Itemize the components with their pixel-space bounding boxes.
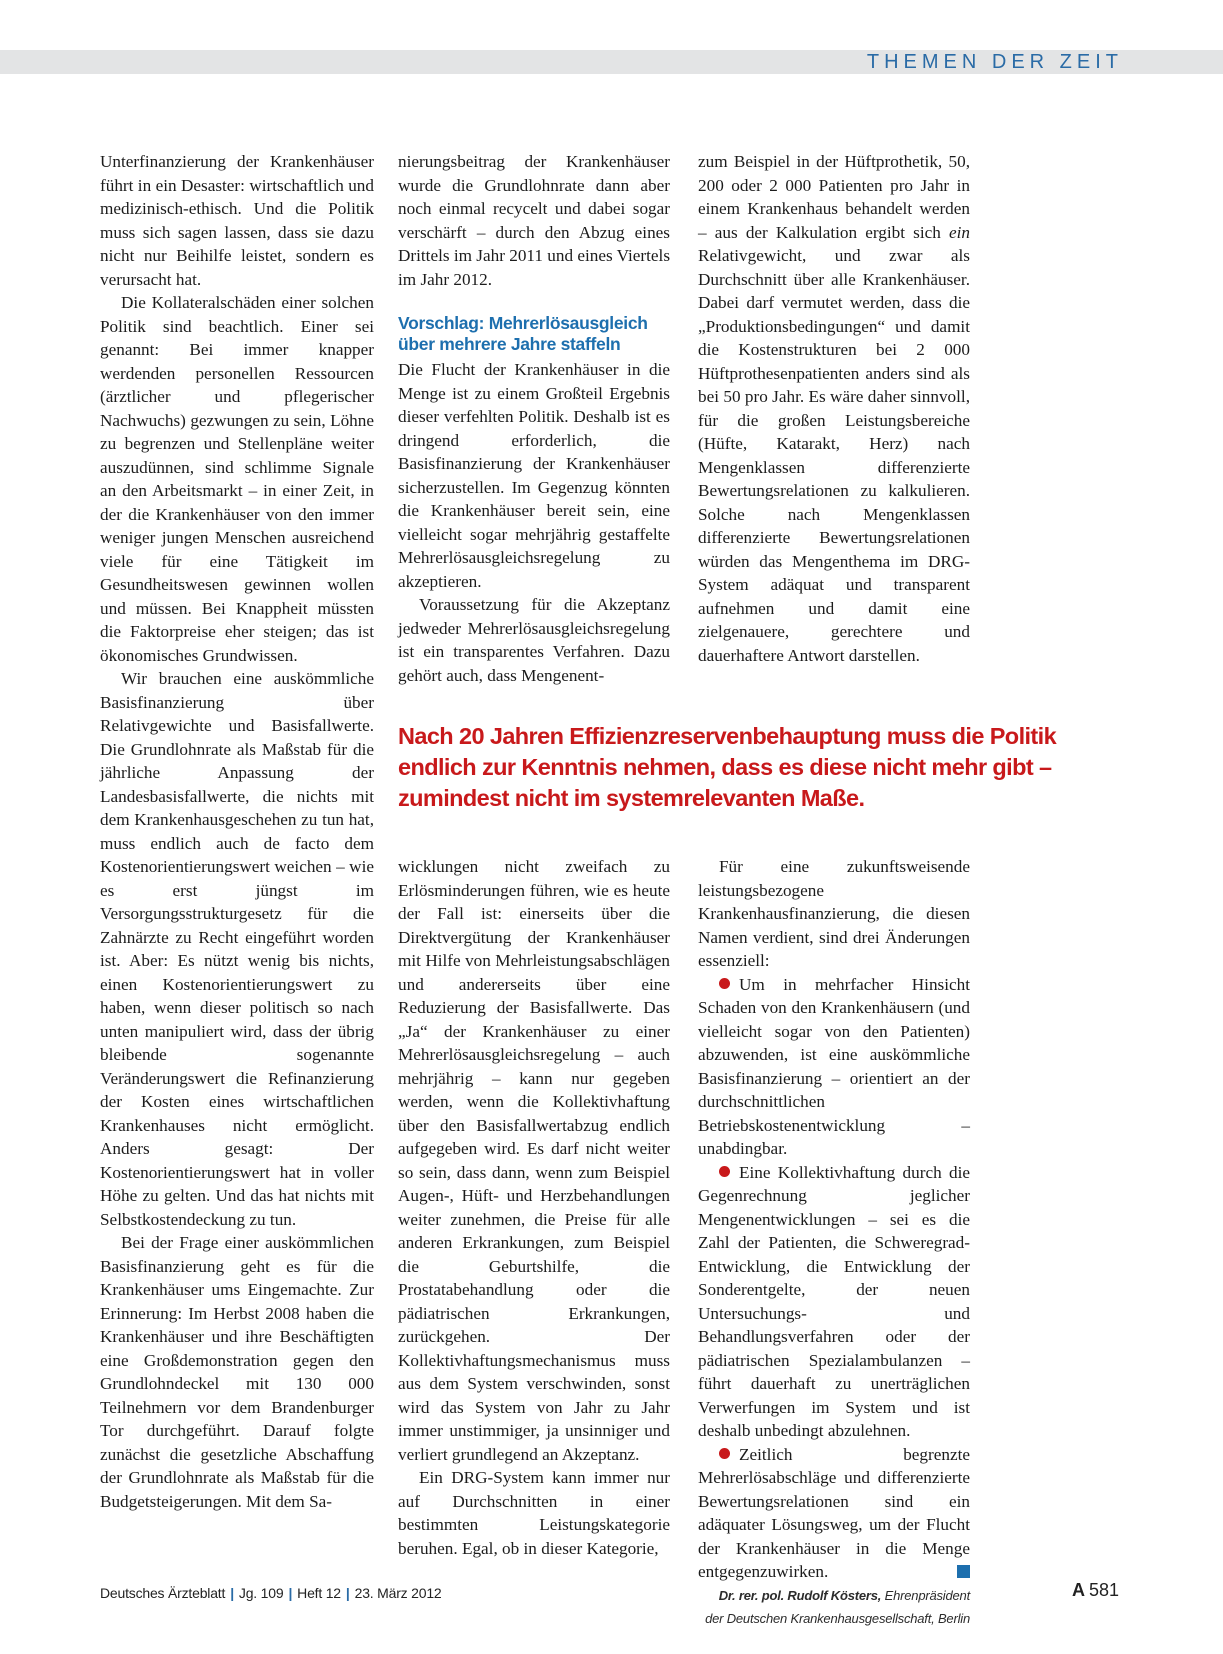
bullet-text: Um in mehrfacher Hinsicht Schaden von den Krankenhäusern (und vielleicht sogar von den Patienten) abzuwenden, ist eine auskömmliche Basisfinanzierung – orientiert an der durchschnittlichen Betriebskostenentwicklung – unabdingbar. <box>698 974 970 1158</box>
subheading: Vorschlag: Mehrerlösausgleich über mehrere Jahre staffeln <box>398 313 648 354</box>
bullet-item <box>698 973 970 1161</box>
bullet-text: Eine Kollektivhaftung durch die Gegenrechnung jeglicher Mengenentwicklungen – sei es die Zahl der Patienten, die Schweregrad-Entwicklung, die Entwicklung der Sonderentgelte, der neuen Untersuchungs- und Behandlungsverfahren oder der pädiatrischen Spezialambulanzen – führt dauerhaft zu unerträglichen Verwerfungen im System und ist deshalb unbedingt abzulehnen. <box>698 1162 970 1440</box>
date: 23. März 2012 <box>354 1585 442 1601</box>
page-prefix: A <box>1071 1580 1085 1600</box>
separator: | <box>288 1585 293 1601</box>
text-run: zum Beispiel in der Hüftprothetik, 50, 200 oder 2 000 Patienten pro Jahr in einem Krankenhaus behandelt werden – aus der Kalkulation ergibt sich <box>698 152 970 242</box>
column-1 <box>100 150 374 1513</box>
bullet-item <box>698 1443 970 1584</box>
column-2-top <box>398 150 670 687</box>
paragraph: Ein DRG-System kann immer nur auf Durchschnitten in einer bestimmten Leistungskategorie beruhen. Egal, ob in dieser Kategorie, <box>398 1468 670 1558</box>
paragraph <box>698 150 970 667</box>
column-3-bottom <box>698 855 970 1630</box>
emphasis: ein <box>949 222 970 242</box>
pull-quote: Nach 20 Jahren Effizienzreservenbehauptung muss die Politik endlich zur Kenntnis nehmen, dass es diese nicht mehr gibt – zumindest nicht im systemrelevanten Maße. <box>398 723 1057 811</box>
paragraph: Voraussetzung für die Akzeptanz jedweder Mehrerlösausgleichsregelung ist ein transparentes Verfahren. Dazu gehört auch, dass Mengenent- <box>398 595 670 685</box>
journal-name: Deutsches Ärzteblatt <box>100 1585 226 1601</box>
bullet-text: Zeitlich begrenzte Mehrerlösabschläge und differenzierte Bewertungsrelationen sind ein adäquater Lösungsweg, um der Flucht der Krankenhäuser in die Menge entgegenzuwirken. <box>698 1444 970 1581</box>
page-value: 581 <box>1088 1580 1119 1600</box>
author-credit <box>698 1584 970 1630</box>
column-2-bottom <box>398 855 670 1560</box>
paragraph: Wir brauchen eine auskömmliche Basisfinanzierung über Relativgewichte und Basisfallwerte. Die Grundlohnrate als Maßstab für die jährliche Anpassung der Landesbasisfallwerte, die nichts mit dem Krankenhausgeschehen zu tun hat, muss endlich auch de facto dem Kostenorientierungswert weichen – wie es erst jüngst im Versorgungsstrukturgesetz für die Zahnärzte zu Recht eingeführt worden ist. Aber: Es nützt wenig bis nichts, einen Kostenorientierungswert zu haben, wenn dieser politisch so nach unten manipuliert wird, dass der übrig bleibende sogenannte Veränderungswert die Refinanzierung der Kosten eines wirtschaftlichen Krankenhauses nicht ermöglicht. Anders gesagt: Der Kostenorientierungswert hat in voller Höhe zu gelten. Und das hat nichts mit Selbstkostendeckung zu tun. <box>100 669 374 1229</box>
author-name: Dr. rer. pol. Rudolf Kösters, <box>718 1587 882 1603</box>
paragraph: Bei der Frage einer auskömmlichen Basisfinanzierung geht es für die Krankenhäuser ums Eingemachte. Zur Erinnerung: Im Herbst 2008 haben die Krankenhäuser und ihre Beschäftigten eine Großdemonstration gegen den Grundlohndeckel mit 130 000 Teilnehmern vor dem Brandenburger Tor durchgeführt. Darauf folgte zunächst die gesetzliche Abschaffung der Grundlohnrate als Maßstab für die Budgetsteigerungen. Mit dem Sa- <box>100 1233 374 1511</box>
end-mark-icon <box>957 1565 970 1578</box>
bullet-item <box>698 1161 970 1443</box>
paragraph: Die Kollateralschäden einer solchen Politik sind beachtlich. Einer sei genannt: Bei immer knapper werdenden personellen Ressourcen (ärztlicher und pflegerischer Nachwuchs) gezwungen zu sein, Löhne zu begrenzen und Stellenpläne weiter auszudünnen, sind schlimme Signale an den Arbeitsmarkt – in einer Zeit, in der die Krankenhäuser von den immer weniger jungen Menschen ausreichend viele für eine Tätigkeit im Gesundheitswesen gewinnen wollen und müssen. Bei Knappheit müssten die Faktorpreise eher steigen; das ist ökonomisches Grundwissen. <box>100 293 374 665</box>
separator: | <box>230 1585 234 1601</box>
issue: Heft 12 <box>297 1585 341 1601</box>
author-role: Ehrenpräsident <box>881 1587 970 1603</box>
bullet-icon <box>719 978 730 989</box>
paragraph: Unterfinanzierung der Krankenhäuser führt in ein Desaster: wirtschaftlich und medizinisch-ethisch. Und die Politik muss sich sagen lassen, dass sie dazu nicht nur Beihilfe leistet, sondern es verursacht hat. <box>100 152 374 289</box>
bullet-icon <box>719 1448 730 1459</box>
paragraph: wicklungen nicht zweifach zu Erlösminderungen führen, wie es heute der Fall ist: einerseits über die Direktvergütung der Krankenhäuser mit Hilfe von Mehrleistungsabschlägen und andererseits über eine Reduzierung der Basisfallwerte. Das „Ja“ der Krankenhäuser zu einer Mehrerlösausgleichsregelung – auch mehrjährig – kann nur gegeben werden, wenn die Kollektivhaftung über den Basisfallwertabzug endlich aufgegeben wird. Es darf nicht weiter so sein, dass dann, wenn zum Beispiel Augen-, Hüft- und Herzbehandlungen weiter zunehmen, die Preise für alle anderen Erkrankungen, zum Beispiel die Geburtshilfe, die Prostatabehandlung oder die pädiatrischen Erkrankungen, zurückgehen. Der Kollektivhaftungsmechanismus muss aus dem System verschwinden, sonst wird das System von Jahr zu Jahr immer unstimmiger, ja unsinniger und verliert grundlegend an Akzeptanz. <box>398 857 670 1464</box>
paragraph: nierungsbeitrag der Krankenhäuser wurde die Grundlohnrate dann aber noch einmal recycelt und dabei sogar verschärft – durch den Abzug eines Drittels im Jahr 2011 und eines Viertels im Jahr 2012. <box>398 152 671 289</box>
author-affiliation: der Deutschen Krankenhausgesellschaft, Berlin <box>705 1610 970 1626</box>
column-3-top <box>698 150 970 667</box>
bullet-icon <box>719 1166 730 1177</box>
section-title: THEMEN DER ZEIT <box>866 51 1123 73</box>
footer <box>100 1585 442 1601</box>
paragraph: Für eine zukunftsweisende leistungsbezogene Krankenhausfinanzierung, die diesen Namen verdient, sind drei Änderungen essenziell: <box>698 857 970 970</box>
separator: | <box>345 1585 350 1601</box>
text-run: Relativgewicht, und zwar als Durchschnitt über alle Krankenhäuser. Dabei darf vermutet werden, dass die „Produktionsbedingungen“ und damit die Kostenstrukturen bei 2 000 Hüftprothesenpatienten anders sind als bei 50 pro Jahr. Es wäre daher sinnvoll, für die großen Leistungsbereiche (Hüfte, Katarakt, Herz) nach Mengenklassen differenzierte Bewertungsrelationen zu kalkulieren. Solche nach Mengenklassen differenzierte Bewertungsrelationen würden das Mengenthema im DRG-System adäquat und transparent aufnehmen und damit eine zielgenauere, gerechtere und dauerhaftere Antwort darstellen. <box>698 246 970 665</box>
volume: Jg. 109 <box>238 1585 284 1601</box>
page-number <box>1072 1580 1119 1601</box>
paragraph: Die Flucht der Krankenhäuser in die Menge ist zu einem Großteil Ergebnis dieser verfehlten Politik. Deshalb ist es dringend erforderlich, die Basisfinanzierung der Krankenhäuser sicherzustellen. Im Gegenzug könnten die Krankenhäuser bereit sein, eine vielleicht sogar mehrjährig gestaffelte Mehrerlösausgleichsregelung zu akzeptieren. <box>398 360 670 591</box>
